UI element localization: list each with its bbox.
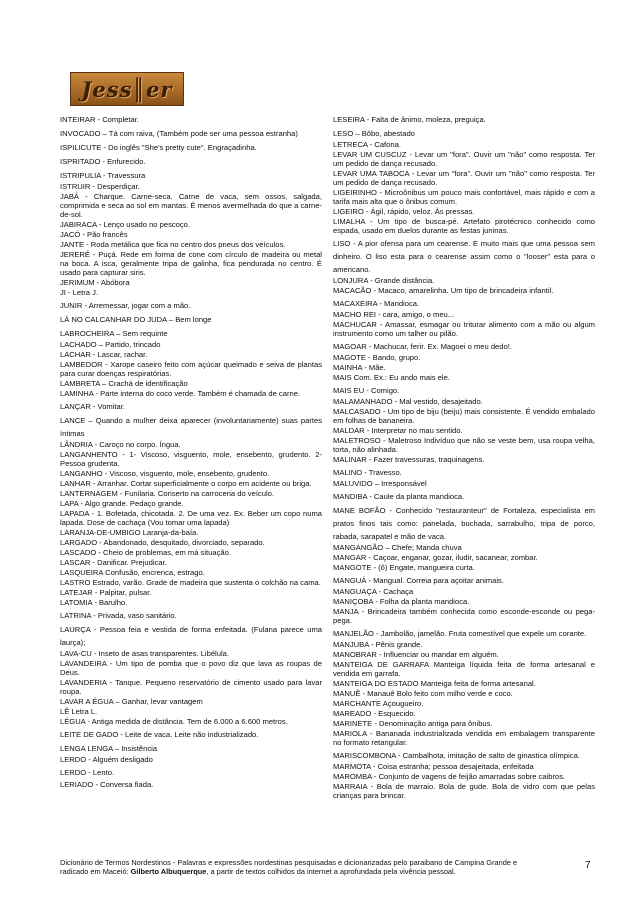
- dictionary-entry: LASQUEIRA Confusão, encrenca, estrago.: [60, 568, 205, 578]
- dictionary-entry: LIGEIRO - Ágil, rápido, veloz. Às pressas.: [333, 206, 475, 216]
- dictionary-entry: JACÓ - Pão francês: [60, 230, 128, 240]
- dictionary-entry: LIMALHA - Um tipo de busca-pé. Artefato pirotécnico conhecido como espada, usado em duelos durante as festas juninas.: [333, 216, 595, 235]
- dictionary-entry: LANGANHO - Viscoso, visguento, mole, ensebento, grudento.: [60, 469, 270, 479]
- dictionary-entry: ISTRIPULIA - Travessura: [60, 171, 146, 181]
- dictionary-entry: LAMBEDOR - Xarope caseiro feito com açúcar queimado e seiva de plantas para curar doenças respiratórias.: [60, 360, 322, 379]
- dictionary-entry: INVOCADO – Tá com raiva, (Também pode ser uma pessoa estranha): [60, 129, 298, 139]
- page-number: 7: [585, 860, 591, 871]
- dictionary-entry: MANE BOFÃO - Conhecido "restauranteur" de Fortaleza, especialista em pratos finos tais como: panelada, buchada, sarrabulho, tripa de porco, rabada, sarapatel e mão de vaca.: [333, 506, 595, 542]
- dictionary-entry: LARGADO - Abandonado, desquitado, divorciado, separado.: [60, 538, 265, 548]
- dictionary-entry: LANTERNAGEM - Funilaria. Conserto na carroceria do veículo.: [60, 489, 274, 499]
- dictionary-entry: LEVAR UMA TABOCA - Levar um "fora". Ouvir um "não" como resposta. Ter um pedido de dança recusado.: [333, 169, 595, 187]
- dictionary-entry: MACACÃO - Macaco, amarelinha. Um tipo de brincadeira infantil.: [333, 285, 554, 295]
- dictionary-entry: JANTE - Roda metálica que fica no centro dos pneus dos veículos.: [60, 240, 286, 250]
- dictionary-entry: LARANJA-DE-UMBIGO Laranja-da-baía.: [60, 528, 199, 538]
- dictionary-entry: LAVANDERIA - Tanque. Pequeno reservatório de cimento usado para lavar roupa.: [60, 678, 322, 697]
- dictionary-entry: LERDO - Lento.: [60, 768, 115, 778]
- dictionary-entry: JUNIR - Arremessar, jogar com a mão.: [60, 301, 191, 311]
- dictionary-entry: MACAXEIRA - Mandioca.: [333, 298, 420, 308]
- dictionary-entry: MAIS Com. Ex.: Eu ando mais ele.: [333, 373, 450, 382]
- dictionary-entry: LÂNDRIA - Caroço no corpo. Íngua.: [60, 440, 181, 450]
- footer-line-2-suffix: , a partir de textos colhidos da internet a aprofundada pela vivência pessoal.: [206, 867, 456, 877]
- dictionary-entry: MARCHANTE Açougueiro.: [333, 699, 424, 709]
- dictionary-entry: JABÁ - Charque. Carne-seca. Carne de vaca, sem ossos, salgada, comprimida e seca ao sol em mantas. É menos avermelhada do que a carne-de-sol.: [60, 192, 322, 220]
- dictionary-entry: LÉGUA - Antiga medida de distância. Tem de 6.000 a 6.600 metros.: [60, 717, 288, 727]
- dictionary-entry: MAINHA - Mãe.: [333, 363, 386, 372]
- dictionary-entry: MARIOLA - Bananada industrializada vendida em embalagem transparente no formato retangular.: [333, 729, 595, 748]
- dictionary-entry: LASTRO Estrado, varão. Grade de madeira que sustenta o colchão na cama.: [60, 578, 321, 588]
- footer-line-1: Dicionário de Termos Nordestinos - Palavras e expressões nordestinas pesquisadas e dicionarizadas pelo paraibano de Campina Grande e: [60, 858, 518, 867]
- dictionary-entry: MANJUBA - Pênis grande.: [333, 640, 423, 650]
- dictionary-entry: MANTEIGA DO ESTADO Manteiga feita de forma artesanal.: [333, 679, 536, 689]
- dictionary-entry: LAVAR A ÉGUA – Ganhar, levar vantagem: [60, 697, 203, 707]
- dictionary-entry: MAREADO - Esquecido.: [333, 709, 416, 719]
- dictionary-entry: LANÇAR - Vomitar.: [60, 402, 125, 412]
- dictionary-entry: MAGOAR - Machucar, ferir. Ex. Magoei o meu dedo!.: [333, 341, 512, 351]
- dictionary-entry: LONJURA - Grande distância.: [333, 275, 435, 285]
- dictionary-entry: LACHADO – Partido, trincado: [60, 340, 161, 350]
- dictionary-entry: INTEIRAR - Completar.: [60, 115, 139, 124]
- dictionary-entry: ISPRITADO - Enfurecido.: [60, 157, 146, 167]
- dictionary-entry: LEVAR UM CUSCUZ - Levar um "fora". Ouvir um "não" como resposta. Ter um pedido de dança recusado.: [333, 150, 595, 169]
- dictionary-entry: MALCASADO - Um tipo de biju (beiju) mais consistente. É vendido embalado em folhas de bananeira.: [333, 407, 595, 425]
- dictionary-entry: LATOMIA - Barulho.: [60, 598, 128, 608]
- dictionary-entry: MALUVIDO – Irresponsável: [333, 479, 427, 488]
- dictionary-entry: LASCAR - Danificar. Prejudicar.: [60, 558, 167, 568]
- dictionary-entry: LAMINHA - Parte interna do coco verde. Também é chamada de carne.: [60, 389, 301, 399]
- dictionary-entry: LAPA - Algo grande. Pedaço grande.: [60, 499, 184, 509]
- dictionary-entry: LANCE – Quando a mulher deixa aparecer (involuntariamente) suas partes íntimas: [60, 416, 322, 439]
- dictionary-entry: LEITE DE GADO - Leite de vaca. Leite não industrializado.: [60, 730, 259, 740]
- dictionary-entry: ISTRUIR - Desperdiçar.: [60, 182, 140, 192]
- dictionary-entry: JERIMUM - Abóbora: [60, 278, 130, 288]
- dictionary-entry: MANDIBA - Caule da planta mandioca.: [333, 492, 465, 501]
- footer-author: Gilberto Albuquerque: [130, 867, 207, 877]
- dictionary-entry: LAURÇA - Pessoa feia e vestida de forma enfeitada. (Fulana parece uma laurça);: [60, 625, 322, 648]
- dictionary-entry: MANGUÁ - Mangual. Correia para açoitar animais.: [333, 576, 504, 586]
- dictionary-entry: MACHO REI - cara, amigo, o meu...: [333, 310, 455, 319]
- dictionary-entry: LAMBRETA – Crachá de identificação: [60, 379, 188, 389]
- dictionary-entry: MANGOTE - (ô) Engate, mangueira curta.: [333, 563, 475, 573]
- dictionary-entry: JI - Letra J.: [60, 288, 98, 298]
- dictionary-entry: MALDAR - Interpretar no mau sentido.: [333, 426, 463, 435]
- dictionary-entry: LABROCHEIRA – Sem requinte: [60, 329, 168, 339]
- dictionary-entry: LETRECA - Cafona.: [333, 140, 401, 150]
- dictionary-entry: MANOBRAR - Influenciar ou mandar em alguém.: [333, 650, 499, 660]
- jessier-logo: [70, 72, 184, 106]
- dictionary-entry: LERDO - Alguém desligado: [60, 755, 153, 765]
- dictionary-entry: LISO - A pior ofensa para um cearense. E muito mais que uma pessoa sem dinheiro. O liso esta para o cearense assim como o "looser" esta para o americano.: [333, 238, 595, 274]
- dictionary-entry: MAROMBA - Conjunto de vagens de feijão amarradas sobre caibros.: [333, 772, 566, 782]
- dictionary-entry: MACHUCAR - Amassar, esmagar ou triturar alimento com a mão ou algum instrumento como um talher ou pilão.: [333, 320, 595, 338]
- dictionary-entry: LENGA LENGA – Insistência: [60, 744, 158, 754]
- right-column: [333, 113, 595, 802]
- dictionary-entry: MAIS EU - Comigo.: [333, 386, 400, 395]
- dictionary-entry: LAVANDEIRA - Um tipo de pomba que o povo diz que lava as roupas de Deus.: [60, 659, 322, 678]
- dictionary-entry: MALAMANHADO - Mal vestido, desajeitado.: [333, 397, 483, 407]
- dictionary-entry: MANIÇOBA - Folha da planta mandioca.: [333, 597, 470, 607]
- dictionary-entry: LASCADO - Cheio de problemas, em má situação.: [60, 548, 231, 558]
- dictionary-entry: MARRAIA - Bola de marraio. Bola de gude. Bola de vidro com que pelas crianças para brincar.: [333, 782, 595, 801]
- dictionary-entry: MAGOTE - Bando, grupo.: [333, 353, 421, 362]
- dictionary-entry: MARISCOMBONA - Cambalhota, imitação de salto de ginastica olímpica.: [333, 751, 580, 761]
- page-footer: [60, 858, 600, 877]
- dictionary-entry: MANGANGÃO – Chefe; Manda chuva: [333, 543, 462, 553]
- dictionary-entry: MANGUAÇA - Cachaça: [333, 587, 414, 597]
- dictionary-entry: JABIRACA - Lenço usado no pescoço.: [60, 220, 191, 230]
- dictionary-entry: LATEJAR - Palpitar, pulsar.: [60, 588, 152, 598]
- dictionary-entry: LIGEIRINHO - Microônibus um pouco mais confortável, mais rápido e com a tarifa mais alta que o ônibus comum.: [333, 188, 595, 206]
- dictionary-entry: LANHAR - Arranhar. Cortar superficialmente o corpo em acidente ou briga.: [60, 479, 312, 489]
- dictionary-entry: MALINO - Travesso.: [333, 467, 402, 477]
- dictionary-entry: MANUÊ - Manauê Bolo feito com milho verde e coco.: [333, 689, 513, 699]
- dictionary-entry: LAPADA - 1. Bofetada, chicotada. 2. De uma vez. Ex. Beber um copo numa lapada. Dose de cachaça (Vou tomar uma lapada): [60, 509, 322, 528]
- dictionary-entry: MARMOTA - Coisa estranha; pessoa desajeitada, enfeitada: [333, 762, 534, 772]
- dictionary-entry: MANGAR - Caçoar, enganar, gozar, iludir, sacanear, zombar.: [333, 553, 538, 563]
- dictionary-entry: LERIADO - Conversa fiada.: [60, 779, 154, 789]
- dictionary-entry: JERERÉ - Puçá. Rede em forma de cone com círculo de madeira ou metal na boca. A isca, geralmente tripa de galinha, fica pendurada no centro. É usado para capturar siris.: [60, 250, 322, 278]
- dictionary-entry: LÊ Letra L.: [60, 707, 98, 717]
- dictionary-entry: MANTEIGA DE GARRAFA Manteiga líquida feita de forma artesanal e vendida em garrafa.: [333, 660, 595, 679]
- logo-text: Jess║er: [81, 76, 173, 102]
- dictionary-entry: ISPILICUTE - Do inglês "She's pretty cute". Engraçadinha.: [60, 143, 257, 153]
- dictionary-entry: MANJELÃO - Jambolão, jamelão. Fruta comestível que expele um corante.: [333, 629, 587, 639]
- dictionary-entry: LÁ NO CALCANHAR DO JUDA – Bem longe: [60, 315, 212, 325]
- dictionary-entry: LANGANHENTO - 1- Viscoso, visguento, mole, ensebento, grudento. 2- Pessoa grudenta.: [60, 450, 322, 469]
- dictionary-entry: LESO – Bôbo, abestado: [333, 129, 415, 139]
- footer-line-2-prefix: radicado em Maceió:: [60, 867, 131, 877]
- dictionary-entry: MARINETE - Denominação antiga para ônibus.: [333, 719, 493, 729]
- dictionary-entry: MANJA - Brincadeira também conhecida como esconde-esconde ou pega-pega.: [333, 607, 595, 626]
- dictionary-entry: LACHAR - Lascar, rachar.: [60, 350, 148, 360]
- dictionary-entry: LATRINA - Privada, vaso sanitário.: [60, 611, 177, 621]
- left-column: [60, 113, 322, 791]
- dictionary-entry: LAVA-CU - Inseto de asas transparentes. Libélula.: [60, 649, 229, 659]
- dictionary-entry: MALINAR - Fazer travessuras, traquinagens.: [333, 454, 485, 464]
- dictionary-entry: LESEIRA - Falta de ânimo, moleza, preguiça.: [333, 115, 486, 124]
- footer-line-2: [60, 867, 600, 876]
- dictionary-entry: MALETROSO - Maletroso Indivíduo que não se veste bem, usa roupa velha, torta, não alinhada.: [333, 436, 595, 454]
